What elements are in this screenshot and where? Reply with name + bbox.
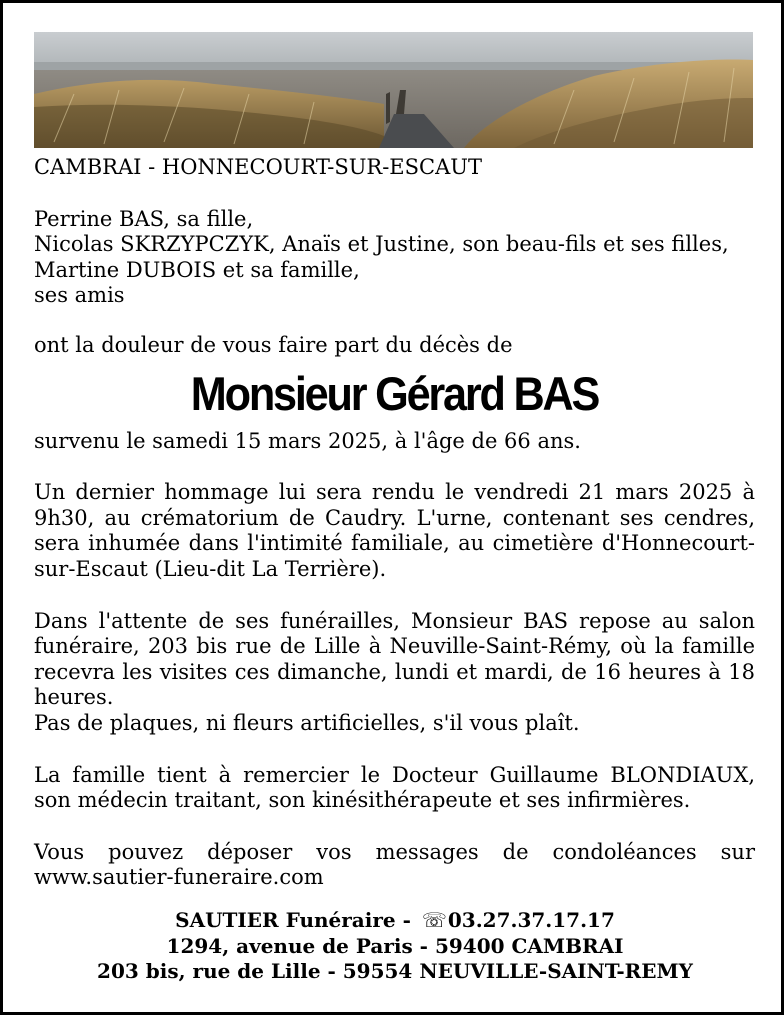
family-member: Nicolas SKRZYPCZYK, Anaïs et Justine, son beau-fils et ses filles, <box>34 232 729 257</box>
location-heading: CAMBRAI - HONNECOURT-SUR-ESCAUT <box>34 155 482 179</box>
thanks-paragraph: La famille tient à remercier le Docteur Guillaume BLONDIAUX, son médecin traitant, son kinésithérapeute et ses infirmières. <box>34 762 755 813</box>
family-member: Martine DUBOIS et sa famille, <box>34 257 360 282</box>
banner-image <box>34 32 753 148</box>
notice-body <box>34 155 755 891</box>
family-member: ses amis <box>34 283 125 308</box>
deceased-name: Monsieur Gérard BAS <box>190 366 599 420</box>
company-name: SAUTIER Funéraire - <box>175 908 418 932</box>
death-info: survenu le samedi 15 mars 2025, à l'âge de 66 ans. <box>34 428 581 453</box>
dune-landscape-image <box>34 32 753 148</box>
visitation-paragraph: Dans l'attente de ses funérailles, Monsieur BAS repose au salon funéraire, 203 bis rue de Lille à Neuville-Saint-Rémy, où la famille recevra les visites ces dimanche, lundi et mardi, de 16 heures à 18 heures. <box>34 608 755 710</box>
funeral-home-footer <box>6 908 784 985</box>
phone-icon: ☏ <box>421 908 447 932</box>
family-list <box>34 207 755 309</box>
footer-address-neuville: 203 bis, rue de Lille - 59554 NEUVILLE-SAINT-REMY <box>97 959 693 983</box>
no-flowers-note: Pas de plaques, ni fleurs artificielles, s'il vous plaît. <box>34 710 580 735</box>
ceremony-paragraph: Un dernier hommage lui sera rendu le vendredi 21 mars 2025 à 9h30, au crématorium de Caudry. L'urne, contenant ses cendres, sera inhumée dans l'intimité familiale, au cimetière d'Honnecourt-sur-Escaut (Lieu-dit La Terrière). <box>34 480 755 581</box>
condolences-text: Vous pouvez déposer vos messages de condoléances sur <box>34 839 755 864</box>
footer-address-cambrai: 1294, avenue de Paris - 59400 CAMBRAI <box>166 933 624 958</box>
family-member: Perrine BAS, sa fille, <box>34 206 254 231</box>
footer-company-line <box>6 908 784 934</box>
phone-number[interactable]: 03.27.37.17.17 <box>447 908 615 932</box>
condolences-url[interactable]: www.sautier-funeraire.com <box>34 865 324 890</box>
announcement-text: ont la douleur de vous faire part du décès de <box>34 332 513 357</box>
